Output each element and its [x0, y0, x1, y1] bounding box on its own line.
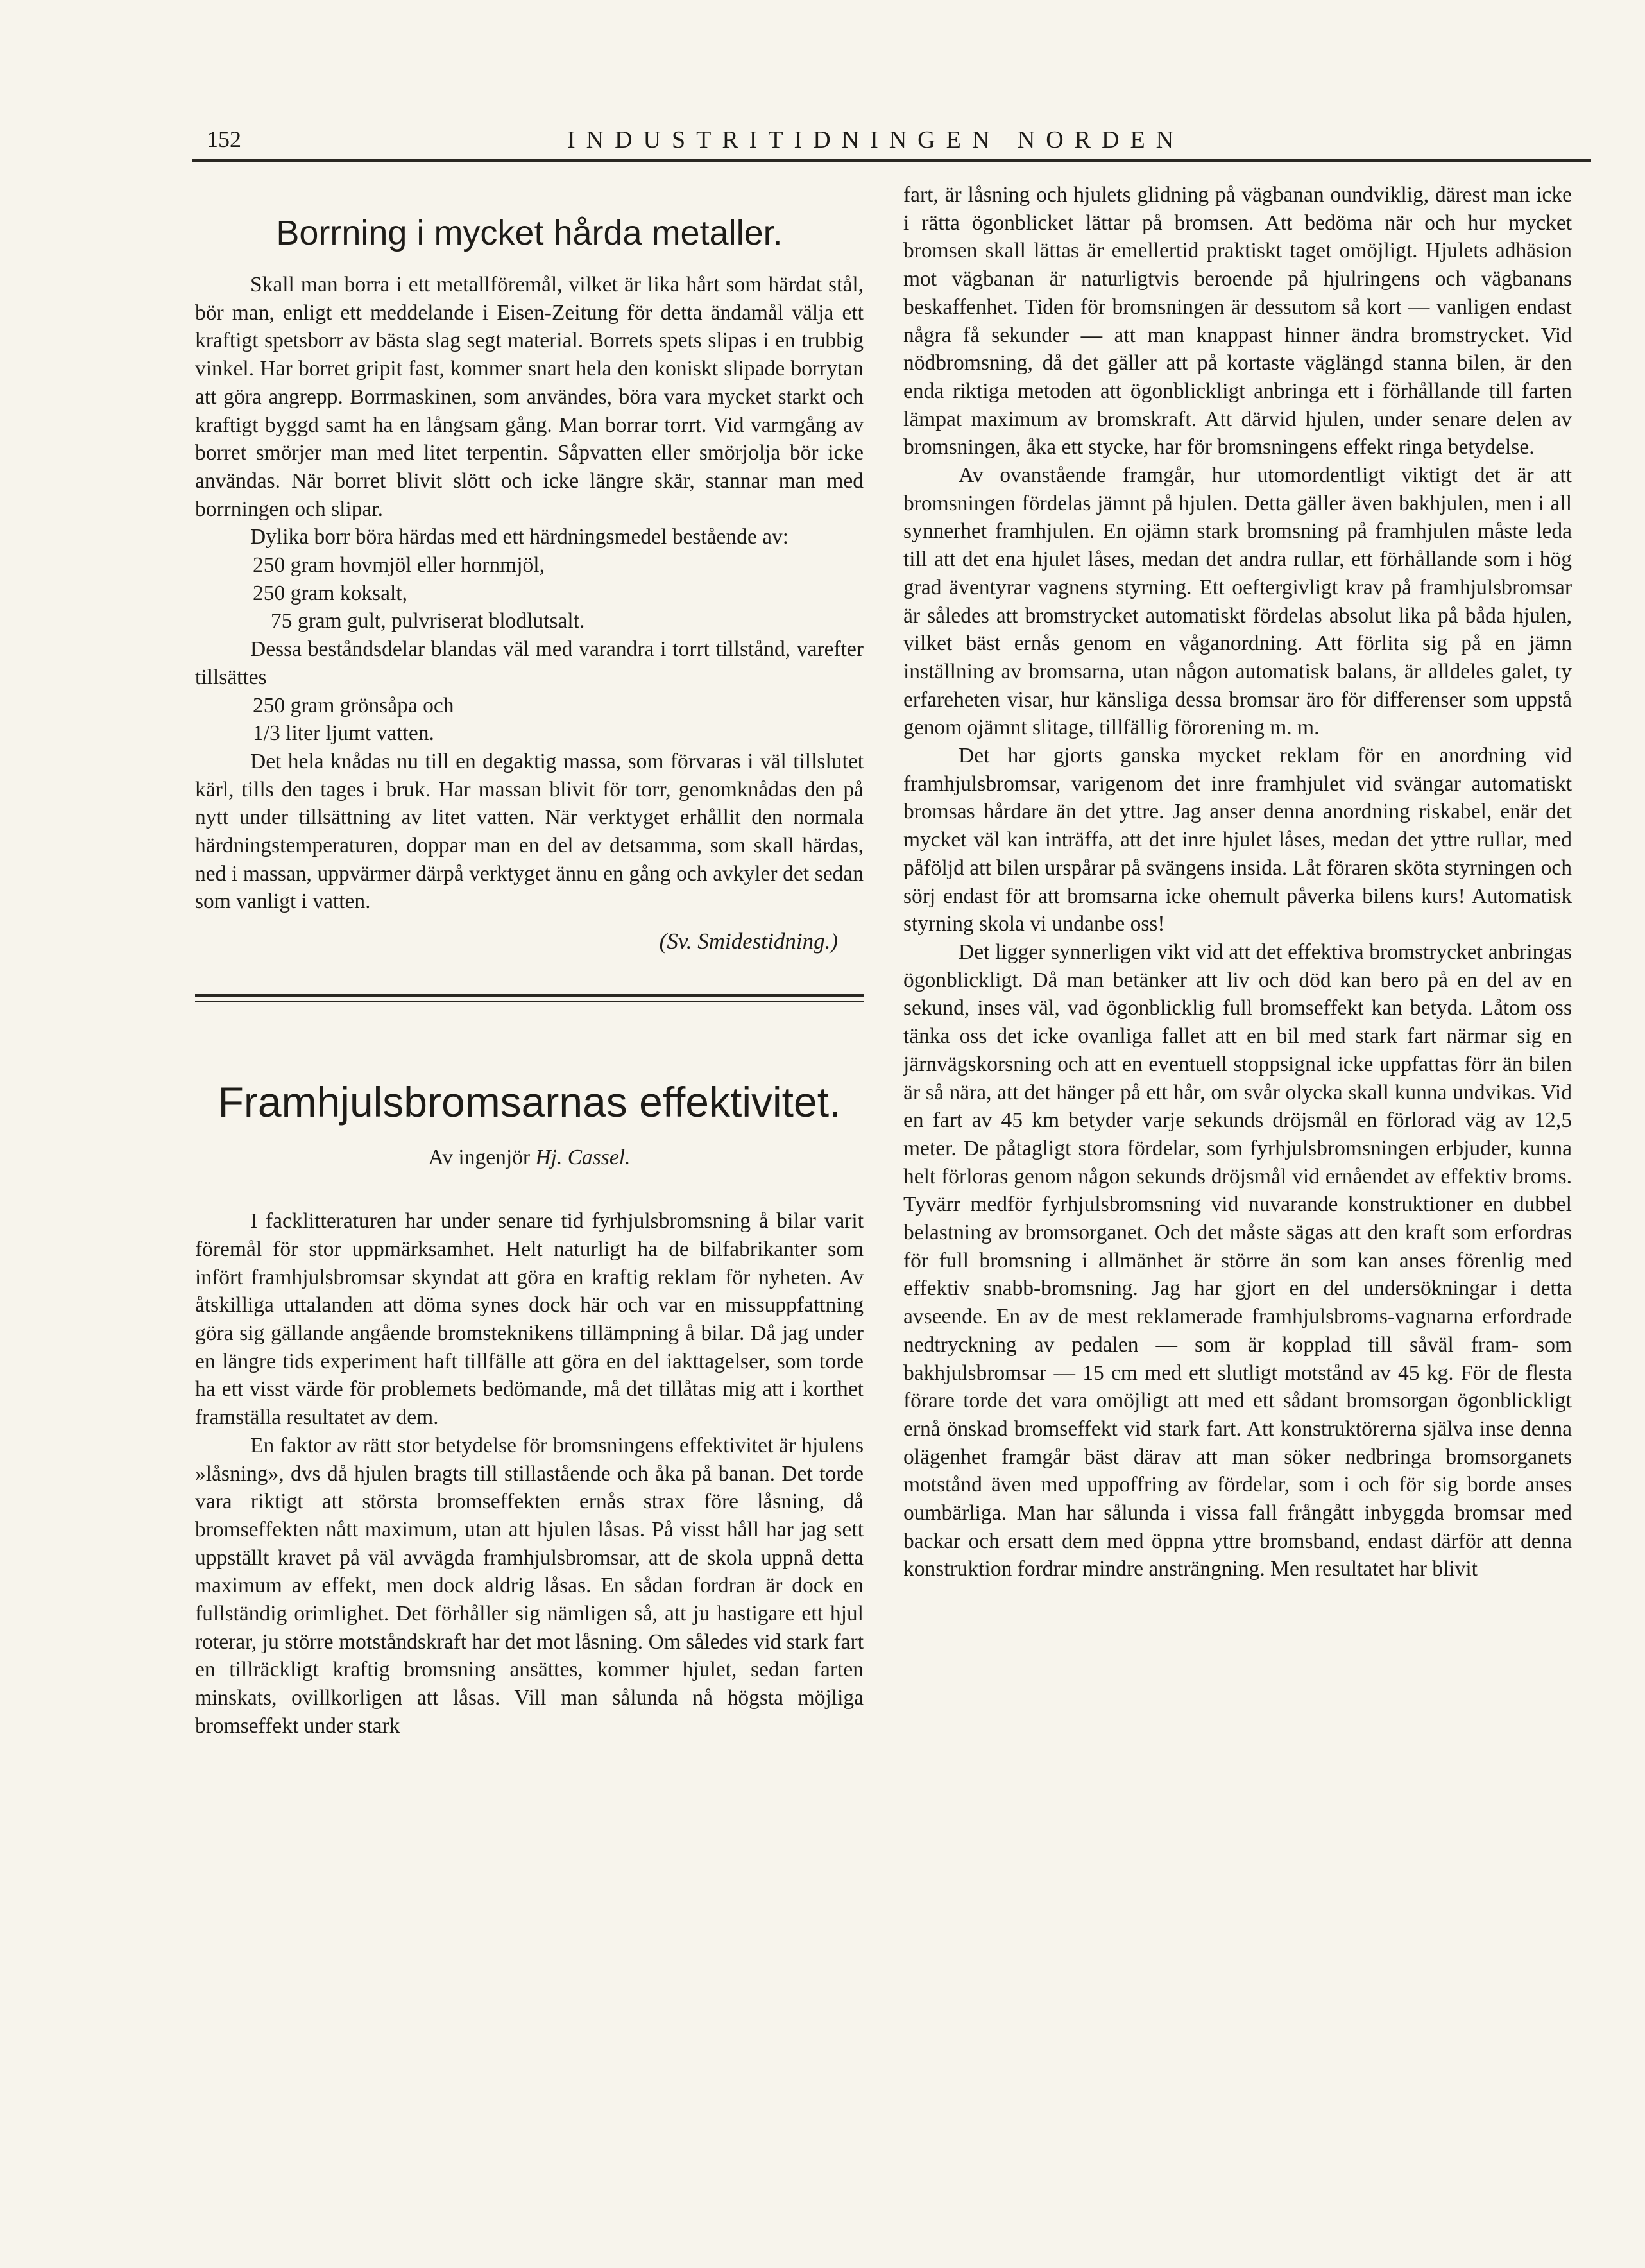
article1-source: (Sv. Smidestidning.) — [659, 929, 838, 954]
article2-byline — [195, 1146, 864, 1170]
article1-paragraph: Det hela knådas nu till en degaktig massa, som förvaras i väl tillslutet kärl, tills den tages i bruk. Har massan blivit för torr, genomknådas den på nytt under tillsättning av litet vatten. När verktyget erhållit den normala härdningstemperaturen, doppar man en del av detsamma, som skall härdas, ned i massan, uppvärmer därpå verktyget ännu en gång och avkyler det sedan som vanligt i vatten. — [195, 749, 864, 914]
byline-prefix: Av ingenjör — [428, 1146, 531, 1170]
article1-paragraph: Dessa beståndsdelar blandas väl med varandra i torrt tillstånd, varefter tillsättes — [195, 637, 864, 689]
journal-title: INDUSTRITIDNINGEN NORDEN — [567, 126, 1185, 153]
recipe-list-1 — [195, 551, 864, 635]
spacer — [195, 1002, 864, 1078]
article2-title: Framhjulsbromsarnas effektivitet. — [217, 1078, 841, 1126]
running-head — [192, 126, 1591, 158]
left-column — [195, 181, 864, 1740]
article1-paragraph: Skall man borra i ett metallföremål, vilket är lika hårt som härdat stål, bör man, enligt ett meddelande i Eisen-Zeitung för detta ändamål välja ett kraftigt spetsborr av bästa slag segt material. Borrets spets slipas i en trubbig vinkel. Har borret gripit fast, kommer snart hela den koniskt slipade borrytan att göra angrepp. Borrmaskinen, som användes, böra vara mycket starkt och kraftigt byggd samt ha en långsam gång. Man borrar torrt. Vid varmgång av borret smörjer man med litet terpentin. Såpvatten eller smörjolja bör icke användas. När borret blivit slött och icke längre skär, stannar man med borrningen och slipar. — [195, 273, 864, 521]
article2-paragraph: En faktor av rätt stor betydelse för bromsningens effektivitet är hjulens »låsning», dvs då hjulen bragts till stillastående och åka på banan. Det torde vara riktigt att största bromseffekten ernås strax före låsning, då bromseffekten nått maximum, utan att hjulen låsas. På visst håll har jag sett uppställt kravet på väl avvägda framhjulsbromsar, att de skola uppnå detta maximum av effekt, men dock aldrig låsas. En sådan fordran är dock en fullständig orimlighet. Det förhåller sig nämligen så, att ju hastigare ett hjul roterar, ju större motståndskraft har det mot låsning. Om således vid stark fart en tillräckligt kraftig bromsning ansättes, kommer hjulet, sedan farten minskats, ovillkorligen att låsas. Vill man sålunda nå högsta möjliga bromseffekt under stark — [195, 1433, 864, 1738]
article2-paragraph: I facklitteraturen har under senare tid fyrhjulsbromsning å bilar varit föremål för stor uppmärksamhet. Helt naturligt ha de bilfabrikanter som infört framhjulsbromsar skyndat att göra en kraftig reklam för nyheten. Av åtskilliga uttalanden att döma synes dock här och var en missuppfattning göra sig gällande angående bromsteknikens tillämpning å bilar. Då jag under en längre tids experiment haft tillfälle att göra en del iakttagelser, som torde ha ett visst värde för problemets bedömande, må det tillåtas mig att i korthet framställa resultatet av dem. — [195, 1209, 864, 1430]
article2-paragraph: Det har gjorts ganska mycket reklam för en anordning vid framhjulsbromsar, varigenom det inre framhjulet vid svängar automatiskt bromsas hårdare än det yttre. Jag anser denna anordning riskabel, enär det mycket väl kan inträffa, att det inre hjulet låses, medan det yttre rullar, med påföljd att bilen urspårar på svängens insida. Låt föraren sköta styrningen och sörj endast för att bromsarna icke ohemult påverka bilens kurs! Automatisk styrning skola vi undanbe oss! — [903, 744, 1572, 936]
header-rule — [192, 159, 1591, 162]
article2-paragraph: Det ligger synnerligen vikt vid att det effektiva bromstrycket anbringas ögonblickligt. Då man betänker att liv och död kan bero på en del av en sekund, inses väl, vad ögonblicklig full bromseffekt kan betyda. Låtom oss tänka oss det icke ovanliga fallet att en bil med stark fart närmar sig en järnvägskorsning och att en eventuell stoppsignal icke uppfattas förr än bilen är så nära, att det hänger på ett hår, om svår olycka skall kunna undvikas. Vid en fart av 45 km betyder varje sekunds dröjsmål en förlorad väg av 12,5 meter. De påtagligt stora fördelar, som fyrhjulsbromsningen erbjuder, kunna helt förloras genom någon sekunds dröjsmål vid ernåendet av effektiv broms. Tyvärr medför fyrhjulsbromsning vid nuvarande konstruktioner en dubbel belastning av bromsorganet. Och det måste sägas att den kraft som erfordras för full bromsning i allmänhet är större än som kan anses förenlig med effektiv snabb-bromsning. Jag har gjort en del undersökningar i detta avseende. En av de mest reklamerade framhjulsbroms-vagnarna erfordrade nedtryckning av pedalen — som är kopplad till såväl fram- som bakhjulsbromsar — 15 cm med ett slutligt motstånd av 45 kg. För de flesta förare torde det vara omöjligt att med ett sådant bromsorgan ögonblickligt ernå önskad bromseffekt vid stark fart. Att konstruktörerna själva inse denna olägenhet framgår bäst därav att man söker nedbringa bromsorganets motstånd även med uppoffring av fördelar, som i och för sig borde anses oumbärliga. Man har sålunda i vissa fall frångått inbyggda bromsar med backar och ersatt dem med öppna yttre bromsband, endast därför att denna konstruktion fordrar mindre ansträngning. Men resultatet har blivit — [903, 940, 1572, 1581]
article1-paragraph: Dylika borr böra härdas med ett härdningsmedel bestående av: — [250, 525, 789, 549]
byline-author: Hj. Cassel. — [535, 1146, 631, 1170]
recipe-item: 250 gram koksalt, — [253, 581, 407, 605]
recipe-item: 250 gram hovmjöl eller hornmjöl, — [253, 553, 545, 578]
article1-title: Borrning i mycket hårda metaller. — [276, 214, 783, 252]
article2-paragraph: fart, är låsning och hjulets glidning på vägbanan oundviklig, därest man icke i rätta ögonblicket lättar på bromsen. Att bedöma när och hur mycket bromsen skall lättas är emellertid praktiskt taget omöjligt. Hjulets adhäsion mot vägbanan är naturligtvis beroende på hjulringens och vägbanans beskaffenhet. Tiden för bromsningen är dessutom så kort — vanligen endast några få sekunder — att man knappast hinner ändra bromstrycket. Vid nödbromsning, då det gäller att på kortaste väglängd stanna bilen, är den enda riktiga metoden att ögonblickligt anbringa ett i förhållande till farten lämpat maximum av bromskraft. Att därvid hjulen, under senare delen av bromsningen, åka ett stycke, har för bromsningens effekt ringa betydelse. — [903, 183, 1572, 460]
section-divider — [195, 994, 864, 1002]
right-column — [903, 181, 1572, 1583]
recipe-list-2 — [195, 692, 864, 748]
page-number: 152 — [207, 126, 241, 152]
recipe-item: 1/3 liter ljumt vatten. — [253, 721, 434, 746]
article2-paragraph: Av ovanstående framgår, hur utomordentligt viktigt det är att bromsningen fördelas jämnt på hjulen. Detta gäller även bakhjulen, men i all synnerhet framhjulen. En ojämn stark bromsning på framhjulen måste leda till att det ena hjulet låses, medan det andra rullar, ett förhållande som i hög grad äventyrar vagnens styrning. Ett oeftergivligt krav på framhjulsbromsar är således att bromstrycket automatiskt fördelas absolut lika på båda hjulen, vilket bäst ernås genom en våganordning. Att förlita sig på en jämn inställning av bromsarna, utan någon automatisk balans, är alldeles galet, ty erfareheten visar, hur känsliga dessa bromsar äro för differenser som uppstå genom ojämnt slitage, tillfällig förorening m. m. — [903, 463, 1572, 740]
recipe-item: 250 gram grönsåpa och — [253, 693, 454, 717]
recipe-item: 75 gram gult, pulvriserat blodlutsalt. — [271, 609, 585, 633]
